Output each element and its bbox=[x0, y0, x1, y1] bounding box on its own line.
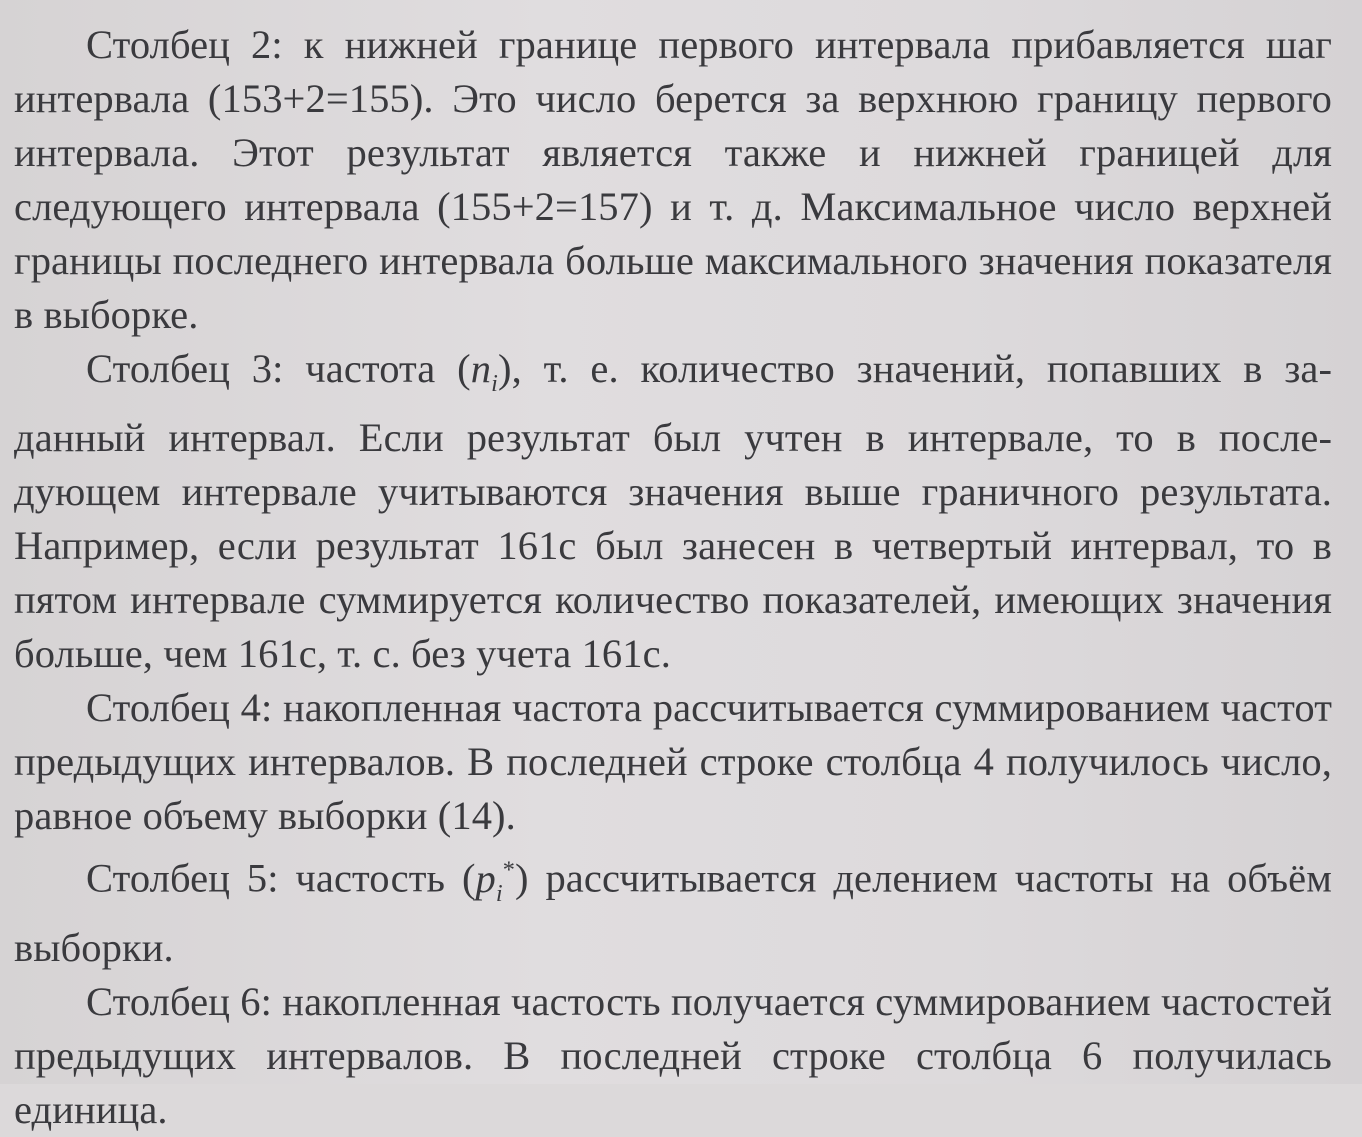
frequency-symbol bbox=[470, 346, 498, 398]
paragraph-column-5 bbox=[14, 843, 1332, 975]
paragraph-column-4: Столбец 4: накопленная частота рассчитывается суммированием частот предыдущих интервалов. В последней строке столбца 4 получилось число, равное объему выборки (14). bbox=[14, 685, 1332, 839]
relative-frequency-symbol bbox=[475, 855, 515, 907]
frequency-symbol-base: n bbox=[470, 346, 492, 391]
paragraph-column-3 bbox=[14, 342, 1332, 681]
relative-frequency-symbol-base: p bbox=[475, 855, 496, 901]
paragraph-column-5-rest: ) рассчитывается делением частоты на объём выборки. bbox=[14, 855, 1332, 970]
paragraph-column-6: Столбец 6: накопленная частость получается суммированием частостей предыдущих интервалов. В последней строке столбца 6 получилась единица. bbox=[14, 978, 1332, 1132]
paragraph-column-2: Столбец 2: к нижней границе первого интервала прибавляется шаг интервала (153+2=155). Это число берется за верхнюю границу первого интервала. Этот результат является также и нижней границей для следующего интервала (155+2=157) и т. д. Максимальное число верхней границы последнего интервала больше максимального значения показателя в выборке. bbox=[14, 22, 1332, 337]
relative-frequency-symbol-star: * bbox=[502, 856, 515, 884]
paragraph-column-3-rest: ), т. е. количество значений, попавших в заданный интервал. Если результат был учтен в интервале, то в последующем интервале учитываются значения выше граничного результата. Например, если результат 161с был занесен в четвертый интервал, то в пятом интервале суммируется количество показателей, имеющих значения больше, чем 161с, т. с. без учета 161с. bbox=[14, 346, 1332, 677]
paragraph-column-5-start: Столбец 5: частость ( bbox=[86, 855, 476, 901]
relative-frequency-symbol-subscript: i bbox=[495, 879, 503, 907]
frequency-symbol-subscript: i bbox=[491, 370, 498, 398]
paragraph-column-3-start: Столбец 3: частота ( bbox=[86, 346, 471, 391]
